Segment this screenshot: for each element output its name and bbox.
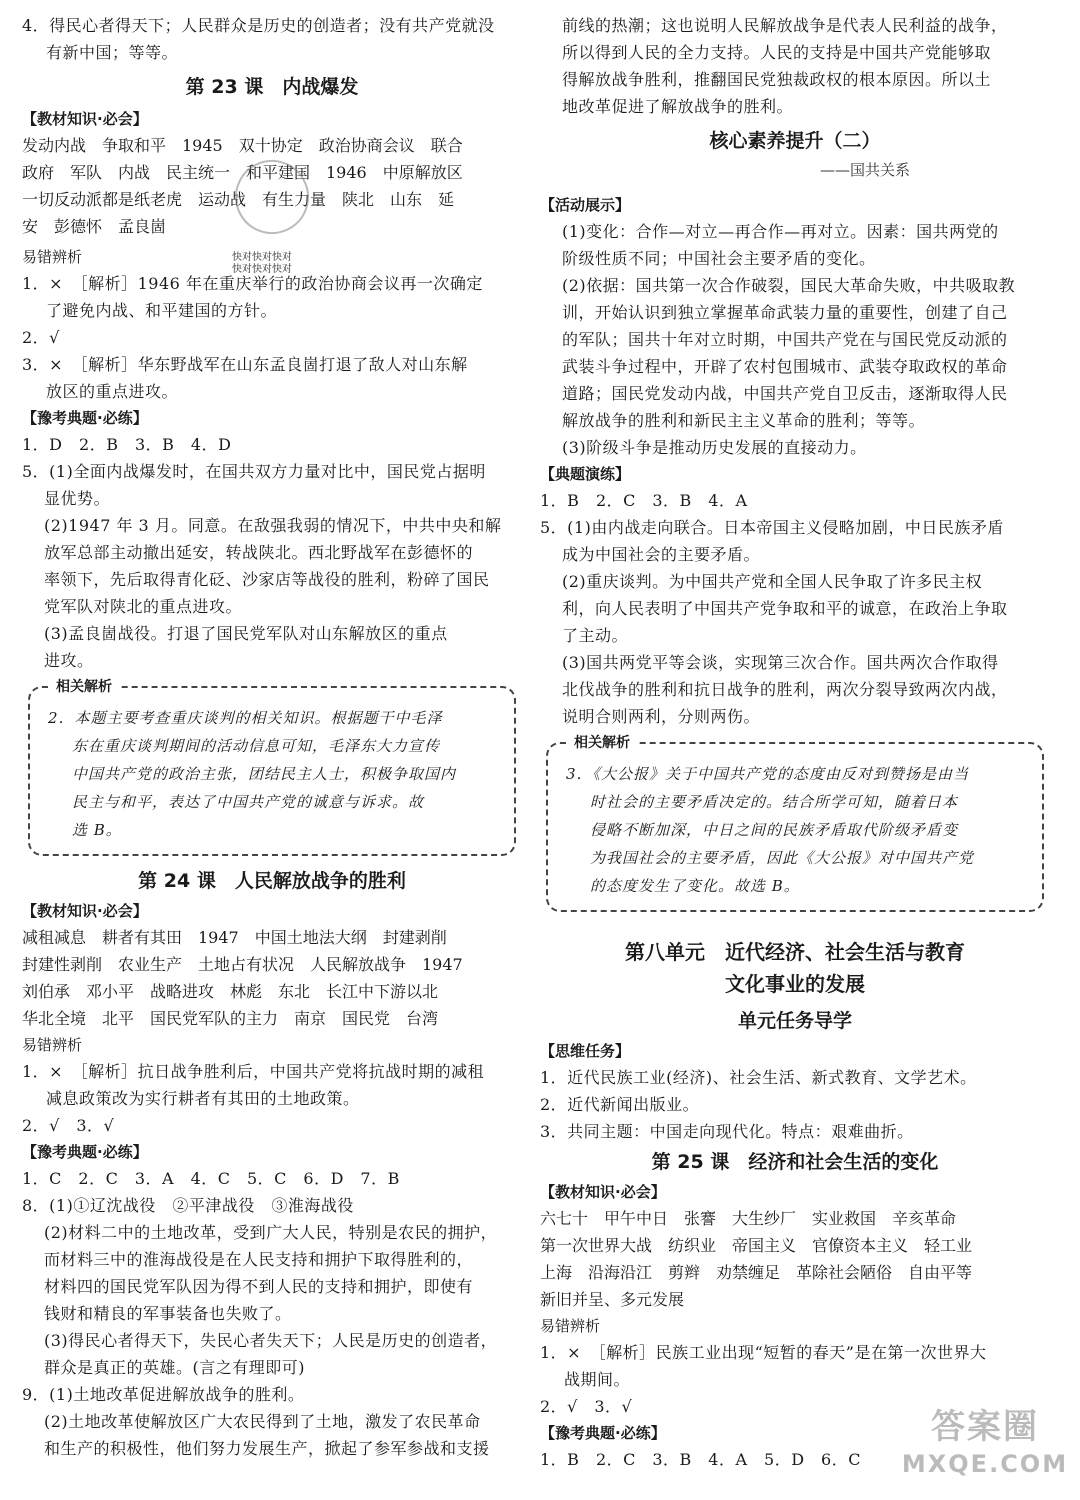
keyword-line: 减租减息 耕者有其田 1947 中国土地法大纲 封建剥削: [22, 928, 447, 947]
answer-line: 放区的重点进攻。: [46, 382, 179, 401]
knowledge-header: 【教材知识·必会】: [540, 1183, 666, 1201]
keyword-line: 刘伯承 邓小平 战略进攻 林彪 东北 长江中下游以北: [22, 982, 439, 1001]
answer-line: (2)1947 年 3 月。同意。在敌强我弱的情况下，中共中央和解: [44, 516, 502, 535]
answer-line: 1．C 2．C 3．A 4．C 5．C 6．D 7．B: [22, 1169, 400, 1188]
answer-line: 3．× ［解析］华东野战军在山东孟良崮打退了敌人对山东解: [22, 355, 468, 374]
answer-line: (2)材料二中的土地改革，受到广大人民，特别是农民的拥护，: [44, 1223, 498, 1242]
answer-line: (3)得民心者得天下，失民心者失天下；人民是历史的创造者，: [44, 1331, 498, 1350]
core-literacy-title: 核心素养提升（二）: [709, 130, 881, 152]
unit-8-title: 第八单元 近代经济、社会生活与教育: [625, 940, 965, 964]
answer-line: 2．√: [22, 328, 60, 347]
answer-line: 而材料三中的淮海战役是在人民支持和拥护下取得胜利的，: [44, 1250, 474, 1269]
answer-line: 利，向人民表明了中国共产党争取和平的诚意，在政治上争取: [562, 599, 1008, 618]
keyword-line: 封建性剥削 农业生产 土地占有状况 人民解放战争 1947: [22, 955, 463, 974]
drill-header: 【典题演练】: [540, 465, 631, 483]
lesson-23-title: 第 23 课 内战爆发: [185, 76, 359, 98]
analysis-line: 为我国社会的主要矛盾，因此《大公报》对中国共产党: [590, 849, 975, 867]
answer-line: 1．B 2．C 3．B 4．A: [540, 491, 748, 510]
knowledge-header: 【教材知识·必会】: [22, 902, 148, 920]
answer-line: 5．(1)由内战走向联合。日本帝国主义侵略加剧，中日民族矛盾: [540, 518, 1004, 537]
answer-line: 北伐战争的胜利和抗日战争的胜利，两次分裂导致两次内战，: [562, 680, 1008, 699]
answer-line: 1．× ［解析］抗日战争胜利后，中国共产党将抗战时期的减租: [22, 1062, 485, 1081]
answer-line: 和生产的积极性，他们努力发展生产，掀起了参军参战和支援: [44, 1439, 490, 1458]
right-column: [540, 12, 1050, 1473]
task-header: 【思维任务】: [540, 1042, 631, 1060]
analysis-line: 的态度发生了变化。故选 B。: [590, 877, 800, 895]
answer-line: 2．√ 3．√: [540, 1397, 633, 1416]
related-analysis-title: 相关解析: [568, 732, 636, 752]
error-header: 易错辨析: [22, 1036, 83, 1054]
answer-line: 成为中国社会的主要矛盾。: [562, 545, 761, 564]
stamp-caption-line: 快对快对快对: [232, 252, 292, 263]
answer-line: 说明合则两利，分则两伤。: [562, 707, 761, 726]
answer-line: 放军总部主动撤出延安，转战陕北。西北野战军在彭德怀的: [44, 543, 474, 562]
answer-line: 解放战争的胜利和新民主主义革命的胜利；等等。: [562, 411, 926, 430]
keyword-line: 新旧并呈、多元发展: [540, 1290, 685, 1309]
related-analysis-box: [28, 679, 516, 856]
analysis-line: 东在重庆谈判期间的活动信息可知，毛泽东大力宣传: [72, 737, 441, 755]
answer-line: 党军队对陕北的重点进攻。: [44, 597, 243, 616]
answer-line: 前线的热潮；这也说明人民解放战争是代表人民利益的战争，: [562, 16, 1008, 35]
answer-line: 3．共同主题：中国走向现代化。特点：艰难曲折。: [540, 1122, 914, 1141]
answer-line: (3)国共两党平等会谈，实现第三次合作。国共两次合作取得: [562, 653, 999, 672]
answer-line: 阶级性质不同；中国社会主要矛盾的变化。: [562, 249, 876, 268]
stamp-caption: [232, 252, 292, 276]
analysis-line: 中国共产党的政治主张，团结民主人士，积极争取国内: [72, 765, 457, 783]
answer-line: 材料四的国民党军队因为得不到人民的支持和拥护，即使有: [44, 1277, 474, 1296]
answer-line: 战期间。: [564, 1370, 631, 1389]
answer-line: 了避免内战、和平建国的方针。: [46, 301, 278, 320]
answer-line: 群众是真正的英雄。(言之有理即可): [44, 1358, 305, 1377]
answer-line: 2．近代新闻出版业。: [540, 1095, 700, 1114]
stamp-caption-line: 快对快对快对: [232, 264, 292, 275]
answer-line: 减息政策改为实行耕者有其田的土地政策。: [46, 1089, 360, 1108]
keyword-line: 第一次世界大战 纺织业 帝国主义 官僚资本主义 轻工业: [540, 1236, 973, 1255]
answer-line: (2)土地改革使解放区广大农民得到了土地，激发了农民革命: [44, 1412, 481, 1431]
answer-line: 1．× ［解析］民族工业出现“短暂的春天”是在第一次世界大: [540, 1343, 987, 1362]
keyword-line: 六七十 甲午中日 张謇 大生纱厂 实业救国 辛亥革命: [540, 1209, 957, 1228]
unit-guide-title: 单元任务导学: [737, 1010, 852, 1032]
answer-line: 1．近代民族工业(经济)、社会生活、新式教育、文学艺术。: [540, 1068, 977, 1087]
answer-line: 1．D 2．B 3．B 4．D: [22, 435, 232, 454]
answer-line: 4．得民心者得天下；人民群众是历史的创造者；没有共产党就没: [22, 16, 495, 35]
answer-line: 进攻。: [44, 651, 94, 670]
analysis-line: 侵略不断加深，中日之间的民族矛盾取代阶级矛盾变: [590, 821, 959, 839]
analysis-line: 2．本题主要考查重庆谈判的相关知识。根据题干中毛泽: [48, 709, 443, 727]
core-literacy-subtitle: ——国共关系: [819, 161, 910, 179]
error-header: 易错辨析: [540, 1317, 601, 1335]
lesson-24-title: 第 24 课 人民解放战争的胜利: [138, 870, 406, 892]
answer-line: 8．(1)①辽沈战役 ②平津战役 ③淮海战役: [22, 1196, 354, 1215]
answer-line: 得解放战争胜利，推翻国民党独裁政权的根本原因。所以土: [562, 70, 992, 89]
answer-line: 显优势。: [44, 489, 111, 508]
answer-line: 所以得到人民的全力支持。人民的支持是中国共产党能够取: [562, 43, 992, 62]
exam-header: 【豫考典题·必练】: [540, 1424, 666, 1442]
keyword-line: 发动内战 争取和平 1945 双十协定 政治协商会议 联合: [22, 136, 463, 155]
exam-header: 【豫考典题·必练】: [22, 1143, 148, 1161]
knowledge-header: 【教材知识·必会】: [22, 110, 148, 128]
keyword-line: 安 彭德怀 孟良崮: [22, 217, 167, 236]
answer-line: 的军队；国共十年对立时期，中国共产党在与国民党反动派的: [562, 330, 1008, 349]
answer-line: 1．B 2．C 3．B 4．A 5．D 6．C: [540, 1450, 861, 1469]
answer-line: (3)阶级斗争是推动历史发展的直接动力。: [562, 438, 867, 457]
answer-line: (1)变化：合作—对立—再合作—再对立。因素：国共两党的: [562, 222, 999, 241]
answer-line: 9．(1)土地改革促进解放战争的胜利。: [22, 1385, 305, 1404]
answer-line: 地改革促进了解放战争的胜利。: [562, 97, 794, 116]
answer-line: 了主动。: [562, 626, 629, 645]
answer-line: (3)孟良崮战役。打退了国民党军队对山东解放区的重点: [44, 624, 448, 643]
answer-line: 1．× ［解析］1946 年在重庆举行的政治协商会议再一次确定: [22, 274, 483, 293]
analysis-line: 选 B。: [72, 821, 122, 839]
watermark-cn: 答案圈: [931, 1407, 1039, 1447]
keyword-line: 上海 沿海沿江 剪辫 劝禁缠足 革除社会陋俗 自由平等: [540, 1263, 973, 1282]
exam-header: 【豫考典题·必练】: [22, 409, 148, 427]
answer-line: 钱财和精良的军事装备也失败了。: [44, 1304, 292, 1323]
answer-line: 5．(1)全面内战爆发时，在国共双方力量对比中，国民党占据明: [22, 462, 486, 481]
keyword-line: 政府 军队 内战 民主统一 和平建国 1946 中原解放区: [22, 163, 463, 182]
analysis-line: 民主与和平，表达了中国共产党的诚意与诉求。故: [72, 793, 425, 811]
keyword-line: 华北全境 北平 国民党军队的主力 南京 国民党 台湾: [22, 1009, 439, 1028]
answer-line: 率领下，先后取得青化砭、沙家店等战役的胜利，粉碎了国民: [44, 570, 490, 589]
watermark-en: MXQE.COM: [901, 1450, 1069, 1478]
answer-line: 训，开始认识到独立掌握革命武装力量的重要性，创建了自己: [562, 303, 1008, 322]
related-analysis-box: [546, 735, 1044, 912]
answer-line: (2)依据：国共第一次合作破裂，国民大革命失败，中共吸取教: [562, 276, 1016, 295]
watermark-logo: [900, 1405, 1070, 1490]
lesson-25-title: 第 25 课 经济和社会生活的变化: [651, 1151, 939, 1173]
answer-line: 武装斗争过程中，开辟了农村包围城市、武装夺取政权的革命: [562, 357, 1008, 376]
activity-header: 【活动展示】: [540, 196, 631, 214]
related-analysis-title: 相关解析: [50, 676, 118, 696]
answer-line: 有新中国；等等。: [46, 43, 179, 62]
error-header: 易错辨析: [22, 248, 83, 266]
answer-line: 道路；国民党发动内战，中国共产党自卫反击，逐渐取得人民: [562, 384, 1008, 403]
keyword-line: 一切反动派都是纸老虎 运动战 有生力量 陕北 山东 延: [22, 190, 455, 209]
answer-line: 2．√ 3．√: [22, 1116, 115, 1135]
analysis-line: 时社会的主要矛盾决定的。结合所学可知，随着日本: [590, 793, 959, 811]
unit-8-title: 文化事业的发展: [725, 972, 865, 996]
analysis-line: 3．《大公报》关于中国共产党的态度由反对到赞扬是由当: [566, 765, 970, 783]
answer-line: (2)重庆谈判。为中国共产党和全国人民争取了许多民主权: [562, 572, 983, 591]
